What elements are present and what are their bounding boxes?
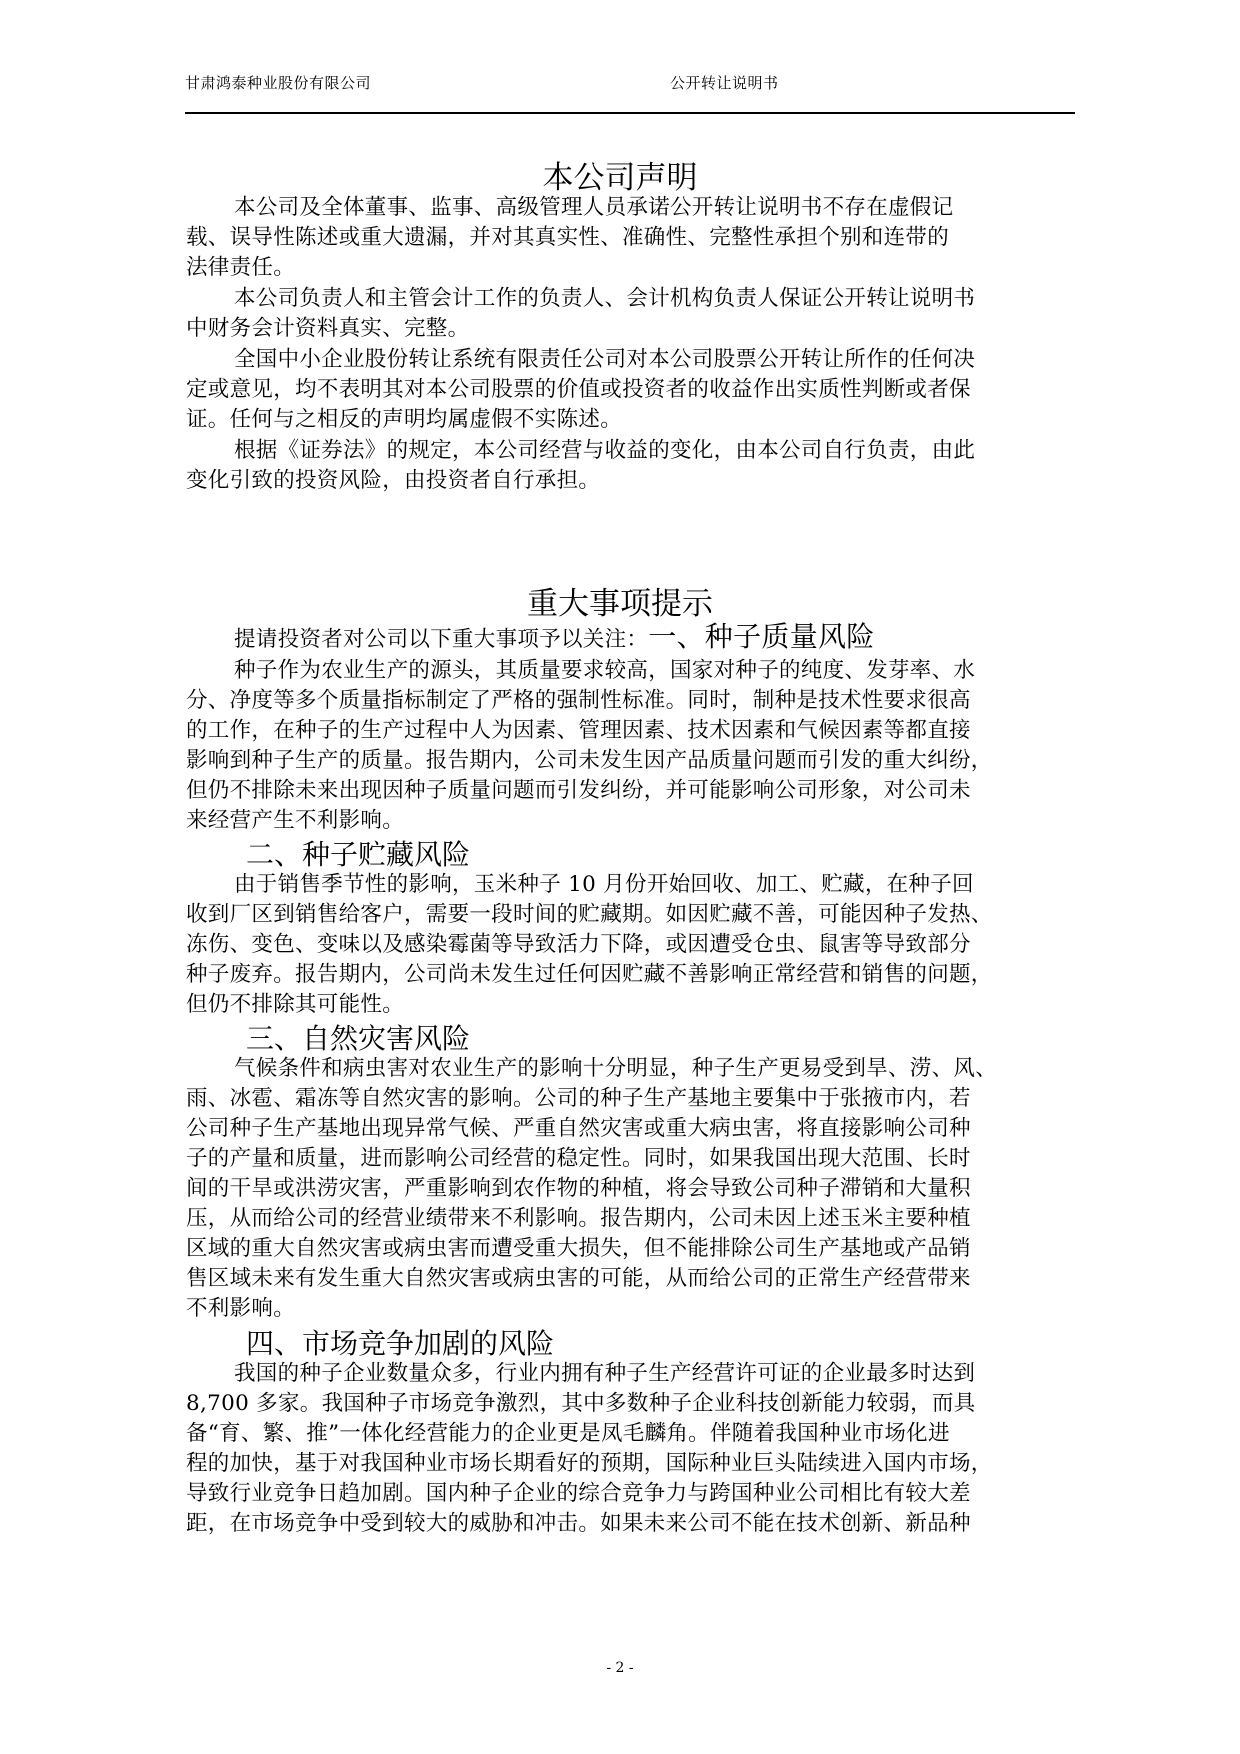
section-heading-1: 一、种子质量风险	[648, 620, 875, 653]
paragraph-line: 载、误导性陈述或重大遗漏，并对其真实性、准确性、完整性承担个别和连带的	[186, 225, 950, 250]
paragraph-line: 压，从而给公司的经营业绩带来不利影响。报告期内，公司未因上述玉米主要种植	[186, 1206, 971, 1231]
paragraph-line: 间的干旱或洪涝灾害，严重影响到农作物的种植，将会导致公司种子滞销和大量积	[186, 1176, 971, 1201]
paragraph-line: 定或意见，均不表明其对本公司股票的价值或投资者的收益作出实质性判断或者保	[186, 377, 971, 402]
paragraph-line: 8,700 多家。我国种子市场竞争激烈，其中多数种子企业科技创新能力较弱，而具	[186, 1391, 976, 1416]
paragraph-line: 不利影响。	[186, 1296, 296, 1321]
paragraph-line: 的工作，在种子的生产过程中人为因素、管理因素、技术因素和气候因素等都直接	[186, 718, 971, 743]
paragraph-line: 但仍不排除未来出现因种子质量问题而引发纠纷，并可能影响公司形象，对公司未	[186, 778, 971, 803]
major-matters-title: 重大事项提示	[527, 586, 713, 622]
paragraph-line: 本公司负责人和主管会计工作的负责人、会计机构负责人保证公开转让说明书	[234, 286, 976, 311]
paragraph-line: 冻伤、变色、变味以及感染霉菌等导致活力下降，或因遭受仓虫、鼠害等导致部分	[186, 932, 971, 957]
paragraph-line: 气候条件和病虫害对农业生产的影响十分明显，种子生产更易受到旱、涝、风、	[234, 1056, 998, 1081]
header-divider	[185, 112, 1075, 114]
paragraph-line: 距，在市场竞争中受到较大的威胁和冲击。如果未来公司不能在技术创新、新品种	[186, 1511, 971, 1536]
paragraph-line: 本公司及全体董事、监事、高级管理人员承诺公开转让说明书不存在虚假记	[234, 195, 954, 220]
section-heading-4: 四、市场竞争加剧的风险	[246, 1327, 555, 1360]
paragraph-line: 导致行业竞争日趋加剧。国内种子企业的综合竞争力与跨国种业公司相比有较大差	[186, 1481, 971, 1506]
document-title: 公开转让说明书	[670, 74, 779, 92]
paragraph-line: 证。任何与之相反的声明均属虚假不实陈述。	[186, 407, 623, 432]
paragraph-line: 售区域未来有发生重大自然灾害或病虫害的可能，从而给公司的正常生产经营带来	[186, 1266, 971, 1291]
paragraph-line: 根据《证券法》的规定，本公司经营与收益的变化，由本公司自行负责，由此	[234, 438, 976, 463]
paragraph-line: 变化引致的投资风险，由投资者自行承担。	[186, 468, 601, 493]
paragraph-line: 但仍不排除其可能性。	[186, 992, 405, 1017]
paragraph-line: 备“育、繁、推”一体化经营能力的企业更是凤毛麟角。伴随着我国种业市场化进	[186, 1421, 950, 1446]
paragraph-line: 中财务会计资料真实、完整。	[186, 316, 470, 341]
paragraph-line: 我国的种子企业数量众多，行业内拥有种子生产经营许可证的企业最多时达到	[234, 1361, 976, 1386]
paragraph-line: 种子作为农业生产的源头，其质量要求较高，国家对种子的纯度、发芽率、水	[234, 658, 976, 683]
declaration-title: 本公司声明	[542, 160, 698, 196]
page-number: - 2 -	[606, 1660, 634, 1676]
paragraph-line: 种子废弃。报告期内，公司尚未发生过任何因贮藏不善影响正常经营和销售的问题，	[186, 962, 993, 987]
paragraph-line: 收到厂区到销售给客户，需要一段时间的贮藏期。如因贮藏不善，可能因种子发热、	[186, 902, 993, 927]
paragraph-line: 公司种子生产基地出现异常气候、严重自然灾害或重大病虫害，将直接影响公司种	[186, 1116, 971, 1141]
section-heading-3: 三、自然灾害风险	[246, 1022, 471, 1055]
paragraph-line: 影响到种子生产的质量。报告期内，公司未发生因产品质量问题而引发的重大纠纷，	[186, 748, 993, 773]
paragraph-line: 子的产量和质量，进而影响公司经营的稳定性。同时，如果我国出现大范围、长时	[186, 1146, 971, 1171]
intro-text: 提请投资者对公司以下重大事项予以关注：	[234, 627, 649, 652]
paragraph-line: 雨、冰雹、霜冻等自然灾害的影响。公司的种子生产基地主要集中于张掖市内，若	[186, 1086, 971, 1111]
paragraph-line: 分、净度等多个质量指标制定了严格的强制性标准。同时，制种是技术性要求很高	[186, 688, 971, 713]
section-heading-2: 二、种子贮藏风险	[246, 838, 471, 871]
paragraph-line: 区域的重大自然灾害或病虫害而遭受重大损失，但不能排除公司生产基地或产品销	[186, 1236, 971, 1261]
paragraph-line: 来经营产生不利影响。	[186, 808, 405, 833]
page-header	[185, 72, 1075, 114]
company-name: 甘肃鸿泰种业股份有限公司	[185, 74, 372, 92]
paragraph-line: 法律责任。	[186, 255, 296, 280]
paragraph-line: 全国中小企业股份转让系统有限责任公司对本公司股票公开转让所作的任何决	[234, 347, 976, 372]
paragraph-line: 由于销售季节性的影响，玉米种子 10 月份开始回收、加工、贮藏，在种子回	[234, 872, 974, 897]
paragraph-line: 程的加快，基于对我国种业市场长期看好的预期，国际种业巨头陆续进入国内市场，	[186, 1451, 993, 1476]
intro-line	[234, 622, 1134, 655]
